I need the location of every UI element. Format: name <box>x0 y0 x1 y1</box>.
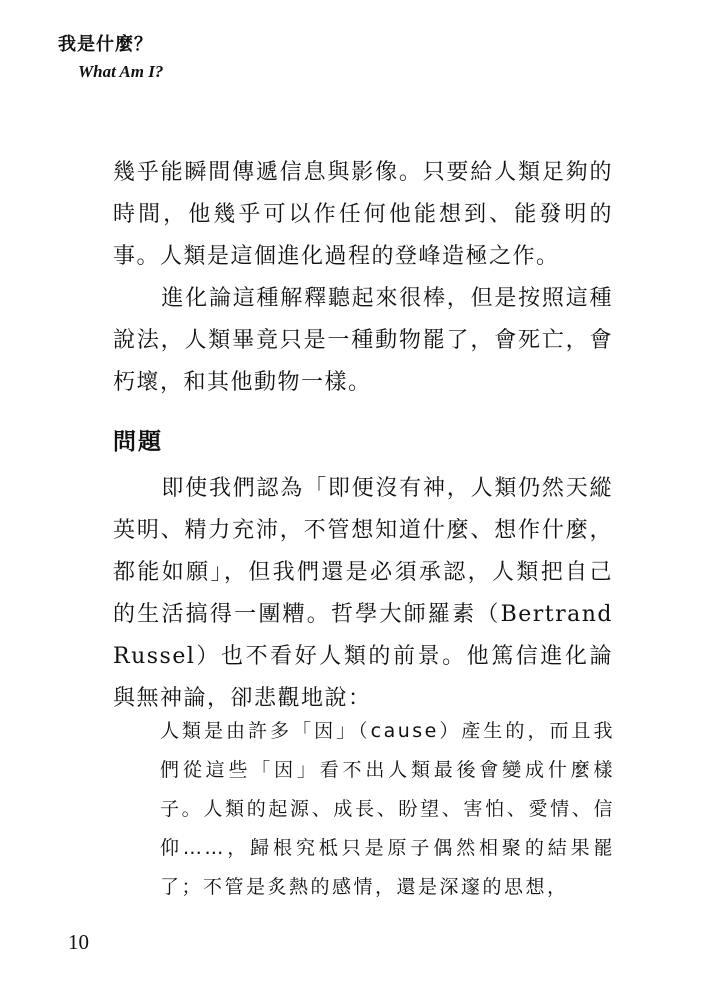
running-header-english: What Am I? <box>78 62 164 81</box>
russell-quote: 人類是由許多「因」（cause）產生的，而且我們從這些「因」看不出人類最後會變成什麼樣子。人類的起源、成長、盼望、害怕、愛情、信仰……，歸根究柢只是原子偶然相聚的結果罷了；不管是炙熱的感情，還是深邃的思想， <box>160 720 615 898</box>
running-header-chinese: 我是什麼？ <box>58 34 153 55</box>
section-heading: 問題 <box>113 428 163 455</box>
paragraph-problem: 即使我們認為「即便沒有神，人類仍然天縱英明、精力充沛，不管想知道什麼、想作什麼，都能如願」，但我們還是必須承認，人類把自己的生活搞得一團糟。哲學大師羅素（Bertrand Russel）也不看好人類的前景。他篤信進化論與無神論，卻悲觀地說： <box>113 476 613 711</box>
paragraph-evolution: 進化論這種解釋聽起來很棒，但是按照這種說法，人類畢竟只是一種動物罷了，會死亡，會朽壞，和其他動物一樣。 <box>113 286 613 395</box>
page-number: 10 <box>68 930 89 954</box>
paragraph-continued: 幾乎能瞬間傳遞信息與影像。只要給人類足夠的時間，他幾乎可以作任何他能想到、能發明的事。人類是這個進化過程的登峰造極之作。 <box>113 160 613 269</box>
